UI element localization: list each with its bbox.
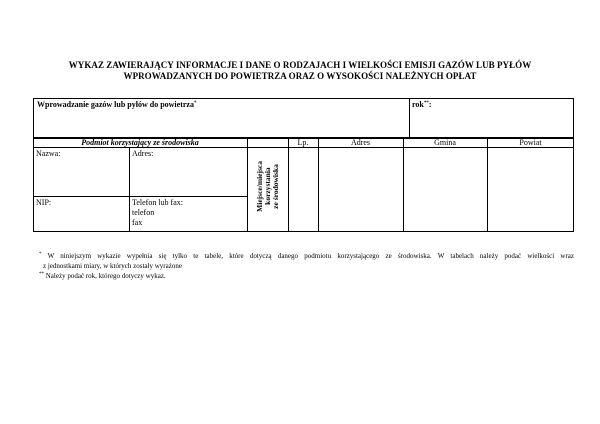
footnote-2: ** Należy podać rok, którego dotyczy wykaz. — [39, 272, 166, 280]
gmina-col-divider — [403, 138, 404, 232]
fax-field[interactable]: fax — [132, 218, 143, 227]
footnote-1: * W niniejszym wykazie wypełnia się tylko te tabele, które dotyczą danego podmiotu korzystającego ze środowiska. W tabelach należy podać wielkości wraz — [39, 252, 575, 260]
footnote-1-continuation: z jednostkami miary, w których zostały wyrażone — [43, 262, 182, 270]
name-nip-divider — [33, 196, 247, 197]
year-footnote-mark: ** — [423, 101, 429, 106]
nip-field[interactable]: NIP: — [36, 198, 52, 207]
powiat-column-header: Powiat — [519, 138, 542, 147]
lp-column-header: Lp. — [297, 138, 309, 147]
address-column-header: Adres — [350, 138, 371, 147]
year-field[interactable]: rok**: — [412, 100, 432, 109]
footnote-2-mark: ** — [39, 272, 44, 277]
gmina-column-header: Gmina — [434, 138, 456, 147]
emission-label-footnote-mark: * — [193, 101, 197, 106]
phone-field[interactable]: telefon — [132, 208, 155, 217]
name-address-divider — [129, 147, 130, 232]
document-title-line-2: WPROWADZANYCH DO POWIETRZA ORAZ O WYSOKOŚCI NALEŻNYCH OPŁAT — [123, 71, 477, 81]
place-of-use-text: Miejsce/miejsca korzystania ze środowiska — [255, 160, 280, 212]
address-col-divider — [318, 138, 319, 232]
powiat-col-divider — [487, 138, 488, 232]
address-field[interactable]: Adres: — [132, 149, 154, 158]
phone-fax-label: Telefon lub fax: — [132, 198, 183, 207]
document-title-line-1: WYKAZ ZAWIERAJĄCY INFORMACJE I DANE O RODZAJACH I WIELKOŚCI EMISJI GAZÓW LUB PYŁÓW — [68, 60, 532, 70]
lp-divider — [288, 138, 289, 232]
name-field[interactable]: Nazwa: — [36, 149, 61, 158]
emission-header-divider — [409, 98, 410, 138]
footnote-1-mark: * — [39, 252, 42, 257]
emission-label: Wprowadzanie gazów lub pyłów do powietrza* — [37, 100, 197, 109]
entity-header: Podmiot korzystający ze środowiska — [81, 138, 199, 147]
place-of-use-header — [248, 150, 288, 222]
entity-table — [33, 138, 574, 232]
